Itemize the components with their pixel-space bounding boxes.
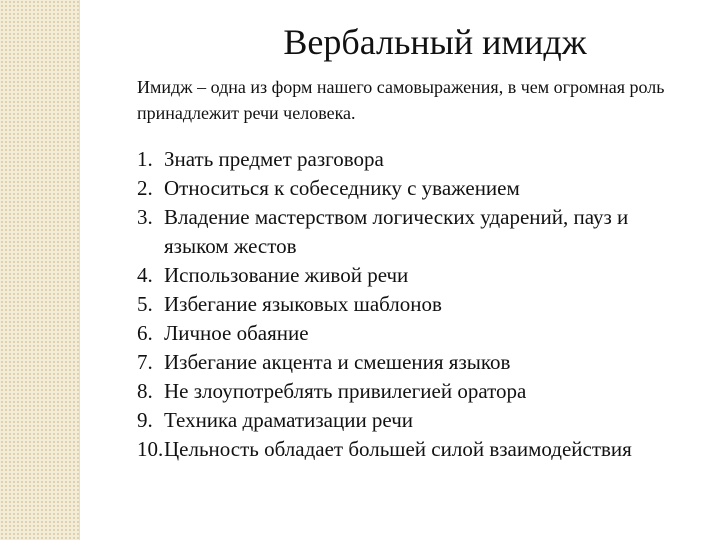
list-item-number: 9. [137, 408, 153, 432]
list-item-number: 6. [137, 321, 153, 345]
decorative-side-strip [0, 0, 80, 540]
list-item-number: 7. [137, 350, 153, 374]
list-item-number: 1. [137, 147, 153, 171]
list-item-number: 3. [137, 205, 153, 229]
list-item [137, 435, 697, 464]
list-item-text: Цельность обладает большей силой взаимодействия [164, 437, 632, 461]
list-item [137, 203, 697, 261]
list-item-text: Техника драматизации речи [164, 408, 414, 432]
list-item-text: Избегание акцента и смешения языков [164, 350, 511, 374]
list-item-number: 5. [137, 292, 153, 316]
list-item-number: 2. [137, 176, 153, 200]
list-item-number: 8. [137, 379, 153, 403]
list-item-text: Избегание языковых шаблонов [164, 292, 442, 316]
list-item [137, 261, 697, 290]
list-item [137, 406, 697, 435]
list-item [137, 290, 697, 319]
list-item [137, 174, 697, 203]
list-item-text: Личное обаяние [164, 321, 309, 345]
intro-paragraph: Имидж – одна из форм нашего самовыражения, в чем огромная роль принадлежит речи человека. [137, 77, 665, 123]
list-item-text: Владение мастерством логических ударений, пауз и языком жестов [164, 205, 629, 258]
list-item-text: Не злоупотреблять привилегией оратора [164, 379, 527, 403]
list-item-text: Использование живой речи [164, 263, 409, 287]
list-item [137, 377, 697, 406]
slide-title: Вербальный имидж [283, 22, 587, 62]
list-item [137, 145, 697, 174]
tips-list [137, 145, 697, 464]
list-item-text: Знать предмет разговора [164, 147, 384, 171]
list-item-number: 4. [137, 263, 153, 287]
list-item [137, 319, 697, 348]
list-item-number: 10. [137, 437, 164, 461]
list-item-text: Относиться к собеседнику с уважением [164, 176, 520, 200]
list-item [137, 348, 697, 377]
